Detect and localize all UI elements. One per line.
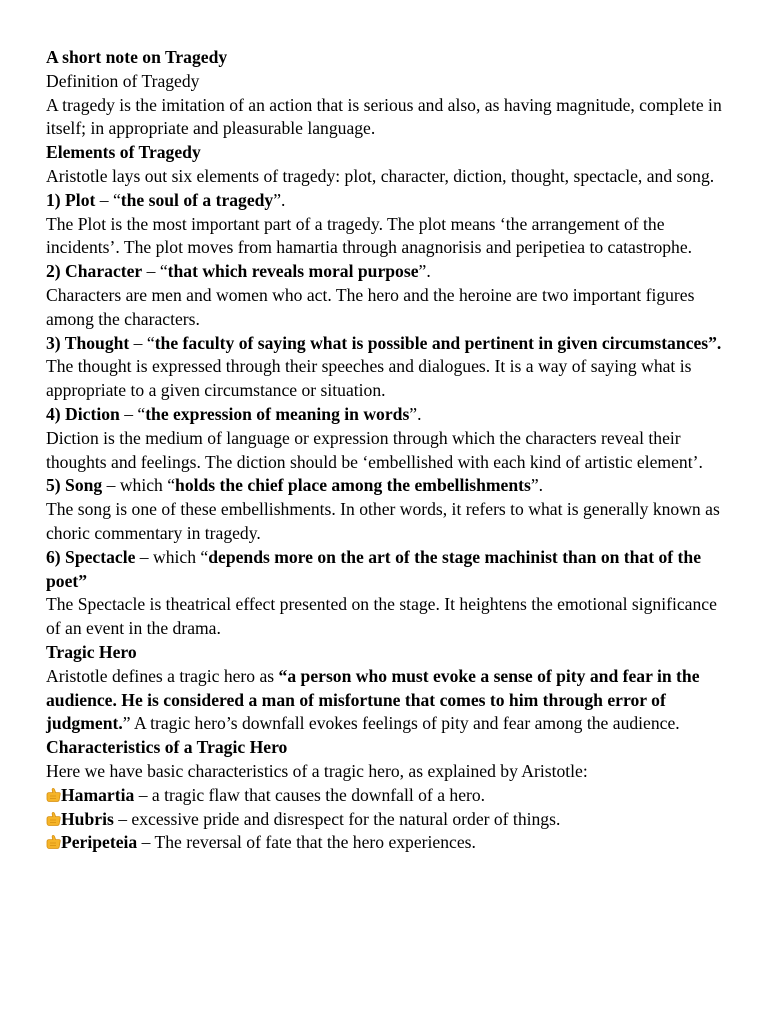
element-quote: the soul of a tragedy (120, 189, 274, 210)
pointing-hand-icon (46, 810, 61, 826)
element-quote: the expression of meaning in words (145, 403, 410, 424)
characteristics-intro: Here we have basic characteristics of a tragic hero, as explained by Aristotle: (46, 760, 588, 781)
document-page (46, 46, 726, 855)
element-quote: depends more on the art of the stage machinist than on that of the poet” (46, 546, 701, 591)
element-label: 2) Character (46, 261, 143, 282)
pointing-hand-icon (46, 786, 61, 802)
element-thought-heading (46, 332, 726, 356)
characteristic-term: Peripeteia (61, 832, 138, 853)
element-separator: – “ (129, 332, 155, 353)
element-quote-end: ”. (273, 189, 286, 210)
element-separator: – “ (119, 403, 146, 424)
element-label: 3) Thought (46, 332, 130, 353)
definition-text: A tragedy is the imitation of an action that is serious and also, as having magnitude, complete in itself; in appropriate and pleasurable language. (46, 94, 722, 139)
characteristic-term: Hamartia (61, 784, 135, 805)
tragic-hero-lead: Aristotle defines a tragic hero as (46, 665, 279, 686)
element-diction-heading (46, 403, 726, 427)
element-quote-end: ”. (530, 475, 544, 496)
element-thought-text: The thought is expressed through their speeches and dialogues. It is a way of saying what is appropriate to a given circumstance or situation. (46, 356, 692, 401)
element-quote-end: ”. (409, 403, 422, 424)
characteristic-term: Hubris (61, 808, 114, 829)
element-separator: – which “ (135, 546, 209, 567)
element-quote: the faculty of saying what is possible and pertinent in given circumstances”. (154, 332, 722, 353)
pointing-hand-icon (46, 833, 61, 849)
element-plot-text: The Plot is the most important part of a tragedy. The plot means ‘the arrangement of the incidents’. The plot moves from hamartia through anagnorisis and peripetiea to catastrophe. (46, 213, 693, 258)
element-plot-heading (46, 189, 726, 213)
list-item (46, 831, 726, 855)
element-spectacle-text: The Spectacle is theatrical effect presented on the stage. It heightens the emotional significance of an event in the drama. (46, 594, 717, 639)
tragic-hero-heading: Tragic Hero (46, 641, 137, 662)
tragic-hero-tail: ” A tragic hero’s downfall evokes feelings of pity and fear among the audience. (122, 713, 680, 734)
definition-heading: Definition of Tragedy (46, 70, 200, 91)
element-label: 6) Spectacle (46, 546, 136, 567)
characteristics-heading: Characteristics of a Tragic Hero (46, 737, 288, 758)
element-quote: holds the chief place among the embellishments (175, 475, 531, 496)
element-label: 1) Plot (46, 189, 96, 210)
element-label: 4) Diction (46, 403, 120, 424)
characteristic-desc: – excessive pride and disrespect for the natural order of things. (113, 808, 561, 829)
list-item (46, 784, 726, 808)
element-separator: – which “ (102, 475, 176, 496)
characteristic-desc: – a tragic flaw that causes the downfall of a hero. (134, 784, 486, 805)
element-character-text: Characters are men and women who act. The hero and the heroine are two important figures among the characters. (46, 284, 695, 329)
document-title: A short note on Tragedy (46, 47, 228, 67)
element-song-text: The song is one of these embellishments. In other words, it refers to what is generally known as choric commentary in tragedy. (46, 499, 720, 543)
element-spectacle-heading (46, 546, 726, 594)
elements-intro: Aristotle lays out six elements of tragedy: plot, character, diction, thought, spectacle, and song. (46, 165, 715, 186)
characteristic-desc: – The reversal of fate that the hero experiences. (137, 832, 476, 853)
element-song-heading (46, 474, 726, 498)
tragic-hero-text (46, 665, 726, 736)
list-item (46, 808, 726, 832)
element-separator: – “ (95, 189, 121, 210)
element-quote-end: ”. (418, 261, 431, 282)
element-character-heading (46, 260, 726, 284)
element-quote: that which reveals moral purpose (167, 261, 419, 282)
elements-heading: Elements of Tragedy (46, 142, 201, 163)
element-separator: – “ (142, 261, 168, 282)
element-label: 5) Song (46, 475, 103, 496)
element-diction-text: Diction is the medium of language or expression through which the characters reveal their thoughts and feelings. The diction should be ‘embellished with each kind of artistic element’. (46, 427, 703, 472)
tragic-hero-quote: “a person who must evoke a sense of pity and fear in the audience. He is considered a man of misfortune that comes to him through error of judgment. (46, 665, 700, 734)
